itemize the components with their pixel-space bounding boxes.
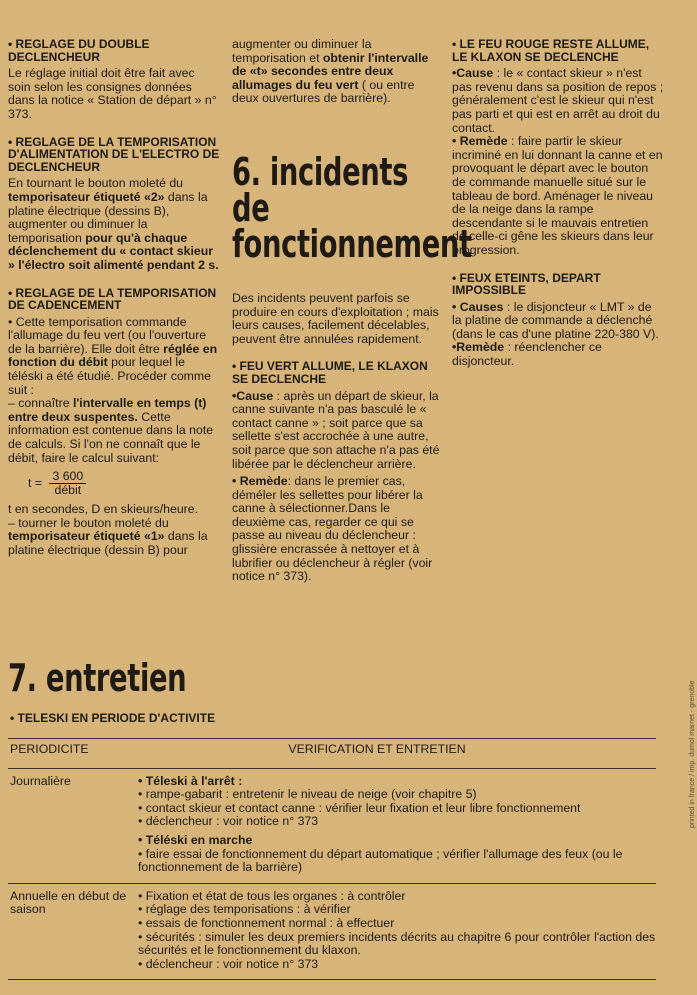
section-title: • FEU VERT ALLUME, LE KLAXON SE DECLENCHE xyxy=(232,359,428,386)
header-verification: VERIFICATION ET ENTRETIEN xyxy=(288,742,466,756)
section-title: • LE FEU ROUGE RESTE ALLUME, LE KLAXON SE DECLENCHE xyxy=(452,37,650,64)
printer-note: printed in france / imp. dumol marnet - grenoble xyxy=(689,680,696,828)
section-text: – tourner le bouton moleté du temporisateur étiqueté «1» dans la platine électrique (dessin B) pour xyxy=(8,515,208,557)
section-text: En tournant le bouton moleté du temporisateur étiqueté «2» dans la platine électrique (dessins B), augmenter ou diminuer la temporisation pour qu'à chaque déclenchement du « contact skieur » l'électro soit alimenté pendant 2 s. xyxy=(8,176,219,272)
continued-text: augmenter ou diminuer la temporisation et obtenir l'intervalle de «t» secondes entre deux allumages du feu vert ( ou entre deux ouvertures de barrière). xyxy=(232,37,429,106)
formula: t = $\frac{3 600}{\text{débit}}$ xyxy=(28,470,220,497)
section-feu-vert xyxy=(232,360,442,584)
list-item: • réglage des temporisations : à vérifier xyxy=(138,902,351,917)
cause-text: •Cause : après un départ de skieur, la canne suivante n'a pas basculé le « contact canne » ; soit parce que sa sellette s'est accrochée à une autre, soit parce que son attache n'a pas été libérée par le déclencheur arrière. xyxy=(232,388,440,471)
formula-denominator: débit xyxy=(54,483,82,498)
section-title: • REGLAGE DE LA TEMPORISATION DE CADENCEMENT xyxy=(8,285,217,313)
header-periodicite: PERIODICITE xyxy=(10,742,89,756)
list-item: • contact skieur et contact canne : vérifier leur fixation et leur libre fonctionnement xyxy=(138,800,581,815)
list-item: • Fixation et état de tous les organes : à contrôler xyxy=(138,888,406,903)
remede-text: •Remède : réenclencher ce disjoncteur. xyxy=(452,340,602,369)
group-title: • Téleski à l'arrêt : xyxy=(138,773,243,788)
table-header xyxy=(8,739,656,768)
column-1 xyxy=(8,38,220,572)
cause-text: •Cause : le « contact skieur » n'est pas revenu dans sa position de repos ; généralement c'est le skieur qui n'est pas parti et qui est en arrêt au droit du contact. xyxy=(452,66,664,135)
table-row xyxy=(8,884,656,980)
section-double-declencheur xyxy=(8,38,220,122)
remede-text: • Remède : faire partir le skieur incriminé en lui donnant la canne et en provoquant le départ avec le bouton de commande manuelle situé sur le tableau de bord. Aménager le niveau de la neige dans la rampe descendante si le mauvais entretien de celle-ci gêne les skieurs dans leur progression. xyxy=(452,134,663,257)
section-text: • Cette temporisation commande l'allumage du feu vert (ou l'ouverture de la barrière). Elle doit être réglée en fonction du débit pour lequel le téléski a été étudié. Procéder comme suit : xyxy=(8,314,218,397)
list-item: • sécurités : simuler les deux premiers incidents décrits au chapitre 6 pour contrôler l'action des sécurités et le fonctionnement du klaxon. xyxy=(138,929,656,958)
chapter-6-intro xyxy=(232,292,442,346)
section-temporisation-electro xyxy=(8,136,220,273)
row-content xyxy=(138,775,656,875)
list-item: • déclencheur : voir notice n° 373 xyxy=(138,814,319,829)
section-text: t en secondes, D en skieurs/heure. xyxy=(8,502,199,517)
section-title: • REGLAGE DU DOUBLE DECLENCHEUR xyxy=(8,37,150,64)
section-text: – connaître l'intervalle en temps (t) entre deux suspentes. Cette information est contenue dans la note de calculs. Si l'on ne connaît que le débit, faire le calcul suivant: xyxy=(8,396,214,465)
section-text: Le réglage initial doit être fait avec soin selon les consignes données dans la notice « Station de départ » n° 373. xyxy=(8,66,217,121)
row-content xyxy=(138,890,656,972)
section-title: • REGLAGE DE LA TEMPORISATION D'ALIMENTATION DE L'ELECTRO DE DECLENCHEUR xyxy=(8,134,220,174)
section-temporisation-cadencement xyxy=(8,287,220,558)
section-feux-eteints xyxy=(452,272,664,369)
list-item: • déclencheur : voir notice n° 373 xyxy=(138,956,319,971)
row-period: Annuelle en début de saison xyxy=(10,888,127,917)
group-title: • Téléski en marche xyxy=(138,832,253,847)
section-7-title: • TELESKI EN PERIODE D'ACTIVITE xyxy=(10,711,216,725)
row-period: Journalière xyxy=(10,773,71,788)
section-feu-rouge xyxy=(452,38,664,258)
column-3 xyxy=(452,38,664,383)
list-item: • faire essai de fonctionnement du départ automatique ; vérifier l'allumage des feux (ou le fonctionnement de la barrière) xyxy=(138,846,623,875)
section-title: • FEUX ETEINTS, DEPART IMPOSSIBLE xyxy=(452,270,601,298)
cause-text: • Causes : le disjoncteur « LMT » de la platine de commande a déclenché (dans le cas d'une platine 220-380 V). xyxy=(452,299,659,341)
list-item: • rampe-gabarit : entretenir le niveau de neige (voir chapitre 5) xyxy=(138,787,477,802)
table-row xyxy=(8,769,656,883)
formula-numerator: 3 600 xyxy=(49,470,86,484)
column-2 xyxy=(232,37,472,598)
chapter-6-title: 6. incidents de fonctionnement xyxy=(232,149,472,266)
chapter-7-title: 7. entretien xyxy=(8,656,187,700)
maintenance-table xyxy=(8,738,656,980)
remede-text: • Remède: dans le premier cas, déméler les sellettes pour libérer la canne à sélectionner.Dans le deuxième cas, regarder ce qui se passe au niveau du déclencheur : glissière encrassée à nettoyer et à lubrifier ou déclencheur à régler (voir notice n° 373). xyxy=(232,474,433,584)
intro-text: Des incidents peuvent parfois se produire en cours d'exploitation ; mais leurs causes, facilement décelables, peuvent être annulées rapidement. xyxy=(232,290,439,346)
list-item: • essais de fonctionnement normal : à effectuer xyxy=(138,915,395,930)
